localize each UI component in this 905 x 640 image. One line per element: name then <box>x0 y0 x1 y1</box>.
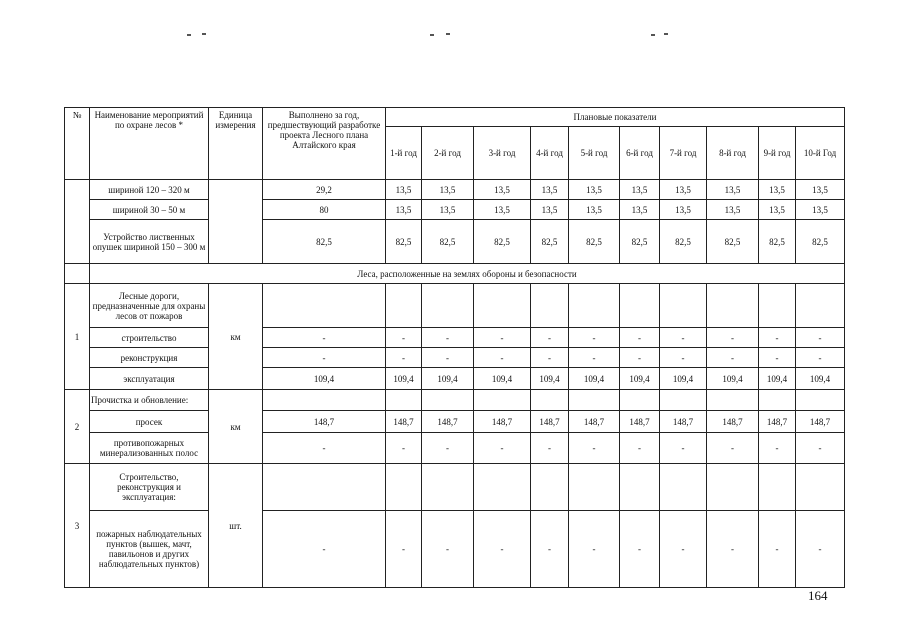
value-cell: 13,5 <box>759 180 796 200</box>
value-cell: - <box>759 348 796 368</box>
value-cell: - <box>569 348 620 368</box>
group-unit: км <box>209 284 263 390</box>
row-done: - <box>263 433 386 464</box>
value-cell: - <box>620 328 660 348</box>
value-cell: 148,7 <box>707 411 759 433</box>
group-heading: Лесные дороги, предназначенные для охраны лесов от пожаров <box>90 284 209 328</box>
value-cell: 13,5 <box>796 180 845 200</box>
value-cell: - <box>569 328 620 348</box>
empty-cell <box>759 464 796 511</box>
scan-mark <box>187 34 191 36</box>
value-cell: 13,5 <box>707 180 759 200</box>
header-year: 4-й год <box>531 127 569 180</box>
empty-cell <box>422 284 474 328</box>
empty-cell <box>474 464 531 511</box>
empty-cell <box>263 284 386 328</box>
value-cell: - <box>422 511 474 588</box>
empty-cell <box>474 390 531 411</box>
row-done: 29,2 <box>263 180 386 200</box>
empty-cell <box>796 284 845 328</box>
value-cell: - <box>569 511 620 588</box>
empty-cell <box>569 284 620 328</box>
value-cell: 13,5 <box>422 180 474 200</box>
empty-cell <box>660 390 707 411</box>
table-row <box>65 200 845 220</box>
value-cell: - <box>707 328 759 348</box>
group-num: 2 <box>65 390 90 464</box>
row-done: 109,4 <box>263 368 386 390</box>
value-cell: - <box>569 433 620 464</box>
header-num: № <box>65 108 90 180</box>
scan-mark <box>651 34 655 36</box>
value-cell: 13,5 <box>531 180 569 200</box>
row-done: 80 <box>263 200 386 220</box>
table-row <box>65 390 845 411</box>
empty-cell <box>620 390 660 411</box>
value-cell: - <box>759 511 796 588</box>
empty-cell <box>620 284 660 328</box>
page-number: 164 <box>808 588 828 603</box>
row-name: шириной 120 – 320 м <box>90 180 209 200</box>
value-cell: 109,4 <box>422 368 474 390</box>
section-title: Леса, расположенные на землях обороны и безопасности <box>90 264 845 284</box>
row-name: Устройство лиственных опушек шириной 150 – 300 м <box>90 220 209 264</box>
group-num: 1 <box>65 284 90 390</box>
row-done: - <box>263 328 386 348</box>
row-name: эксплуатация <box>90 368 209 390</box>
value-cell: 13,5 <box>620 200 660 220</box>
empty-cell <box>386 464 422 511</box>
value-cell: 109,4 <box>386 368 422 390</box>
value-cell: 13,5 <box>707 200 759 220</box>
header-done: Выполнено за год, предшествующий разработке проекта Лесного плана Алтайского края <box>263 108 386 180</box>
group-num: 3 <box>65 464 90 588</box>
value-cell: - <box>531 348 569 368</box>
empty-cell <box>531 390 569 411</box>
empty-cell <box>474 284 531 328</box>
header-year: 3-й год <box>474 127 531 180</box>
section-row <box>65 264 845 284</box>
value-cell: - <box>707 433 759 464</box>
unit-cell <box>209 180 263 264</box>
empty-cell <box>796 390 845 411</box>
group-unit: шт. <box>209 464 263 588</box>
value-cell: 148,7 <box>422 411 474 433</box>
row-done: - <box>263 511 386 588</box>
value-cell: - <box>422 433 474 464</box>
row-done: 148,7 <box>263 411 386 433</box>
header-year: 9-й год <box>759 127 796 180</box>
empty-cell <box>796 464 845 511</box>
header-year: 10-й Год <box>796 127 845 180</box>
value-cell: - <box>620 433 660 464</box>
row-name: просек <box>90 411 209 433</box>
scan-mark <box>664 33 668 35</box>
empty-cell <box>759 390 796 411</box>
value-cell: 82,5 <box>759 220 796 264</box>
value-cell: - <box>660 348 707 368</box>
header-year: 8-й год <box>707 127 759 180</box>
value-cell: - <box>620 511 660 588</box>
value-cell: - <box>474 511 531 588</box>
empty-cell <box>422 390 474 411</box>
value-cell: - <box>660 433 707 464</box>
header-unit: Единица измерения <box>209 108 263 180</box>
table-row <box>65 220 845 264</box>
row-name: шириной 30 – 50 м <box>90 200 209 220</box>
value-cell: 109,4 <box>569 368 620 390</box>
value-cell: 148,7 <box>660 411 707 433</box>
value-cell: 13,5 <box>620 180 660 200</box>
row-name: пожарных наблюдательных пунктов (вышек, мачт, павильонов и других наблюдательных пунктов) <box>90 511 209 588</box>
value-cell: 13,5 <box>422 200 474 220</box>
value-cell: - <box>796 511 845 588</box>
header-year: 2-й год <box>422 127 474 180</box>
header-year: 7-й год <box>660 127 707 180</box>
value-cell: - <box>660 511 707 588</box>
empty-cell <box>422 464 474 511</box>
scan-mark <box>430 34 434 36</box>
value-cell: 109,4 <box>620 368 660 390</box>
empty-cell <box>263 464 386 511</box>
num-cell <box>65 264 90 284</box>
empty-cell <box>707 284 759 328</box>
value-cell: 109,4 <box>707 368 759 390</box>
value-cell: 148,7 <box>569 411 620 433</box>
value-cell: 82,5 <box>620 220 660 264</box>
row-name: строительство <box>90 328 209 348</box>
value-cell: 13,5 <box>474 200 531 220</box>
value-cell: 109,4 <box>474 368 531 390</box>
empty-cell <box>569 390 620 411</box>
value-cell: 13,5 <box>386 200 422 220</box>
table-row <box>65 348 845 368</box>
value-cell: 82,5 <box>796 220 845 264</box>
value-cell: 148,7 <box>796 411 845 433</box>
value-cell: - <box>531 511 569 588</box>
value-cell: 13,5 <box>386 180 422 200</box>
value-cell: - <box>707 348 759 368</box>
value-cell: - <box>796 433 845 464</box>
value-cell: - <box>474 348 531 368</box>
value-cell: 82,5 <box>386 220 422 264</box>
value-cell: - <box>531 433 569 464</box>
scan-mark <box>446 33 450 35</box>
value-cell: 13,5 <box>569 180 620 200</box>
value-cell: 109,4 <box>660 368 707 390</box>
table-row <box>65 464 845 511</box>
value-cell: 148,7 <box>386 411 422 433</box>
table-row <box>65 328 845 348</box>
group-heading: Строительство, реконструкция и эксплуатация: <box>90 464 209 511</box>
value-cell: - <box>759 328 796 348</box>
table-row <box>65 511 845 588</box>
value-cell: 13,5 <box>660 180 707 200</box>
header-year: 6-й год <box>620 127 660 180</box>
empty-cell <box>531 464 569 511</box>
value-cell: - <box>422 328 474 348</box>
value-cell: 13,5 <box>474 180 531 200</box>
value-cell: 109,4 <box>759 368 796 390</box>
value-cell: - <box>386 433 422 464</box>
value-cell: 82,5 <box>569 220 620 264</box>
empty-cell <box>386 284 422 328</box>
table-row <box>65 368 845 390</box>
table-row <box>65 411 845 433</box>
value-cell: 148,7 <box>759 411 796 433</box>
header-name: Наименование мероприятий по охране лесов * <box>90 108 209 180</box>
header-planned: Плановые показатели <box>386 108 845 127</box>
value-cell: - <box>660 328 707 348</box>
header-year: 5-й год <box>569 127 620 180</box>
value-cell: 13,5 <box>759 200 796 220</box>
header-row <box>65 108 845 127</box>
value-cell: 82,5 <box>660 220 707 264</box>
row-done: 82,5 <box>263 220 386 264</box>
value-cell: - <box>796 348 845 368</box>
value-cell: - <box>620 348 660 368</box>
empty-cell <box>759 284 796 328</box>
value-cell: - <box>474 328 531 348</box>
value-cell: 82,5 <box>707 220 759 264</box>
value-cell: - <box>386 348 422 368</box>
value-cell: 148,7 <box>474 411 531 433</box>
value-cell: 82,5 <box>422 220 474 264</box>
header-year: 1-й год <box>386 127 422 180</box>
empty-cell <box>620 464 660 511</box>
empty-cell <box>569 464 620 511</box>
table-row <box>65 284 845 328</box>
value-cell: 148,7 <box>620 411 660 433</box>
empty-cell <box>660 284 707 328</box>
table-row <box>65 433 845 464</box>
plan-table <box>64 107 845 588</box>
value-cell: 82,5 <box>474 220 531 264</box>
value-cell: 13,5 <box>569 200 620 220</box>
empty-cell <box>531 284 569 328</box>
row-done: - <box>263 348 386 368</box>
value-cell: - <box>531 328 569 348</box>
value-cell: - <box>759 433 796 464</box>
row-name: реконструкция <box>90 348 209 368</box>
group-unit: км <box>209 390 263 464</box>
value-cell: - <box>422 348 474 368</box>
value-cell: 13,5 <box>531 200 569 220</box>
num-cell <box>65 180 90 264</box>
value-cell: - <box>386 328 422 348</box>
value-cell: - <box>707 511 759 588</box>
table-row <box>65 180 845 200</box>
value-cell: 13,5 <box>660 200 707 220</box>
value-cell: 13,5 <box>796 200 845 220</box>
empty-cell <box>707 390 759 411</box>
value-cell: 82,5 <box>531 220 569 264</box>
value-cell: 109,4 <box>796 368 845 390</box>
empty-cell <box>660 464 707 511</box>
row-name: противопожарных минерализованных полос <box>90 433 209 464</box>
empty-cell <box>386 390 422 411</box>
value-cell: - <box>386 511 422 588</box>
value-cell: - <box>796 328 845 348</box>
value-cell: - <box>474 433 531 464</box>
value-cell: 109,4 <box>531 368 569 390</box>
value-cell: 148,7 <box>531 411 569 433</box>
empty-cell <box>263 390 386 411</box>
group-heading: Прочистка и обновление: <box>90 390 209 411</box>
scan-mark <box>202 33 206 35</box>
empty-cell <box>707 464 759 511</box>
